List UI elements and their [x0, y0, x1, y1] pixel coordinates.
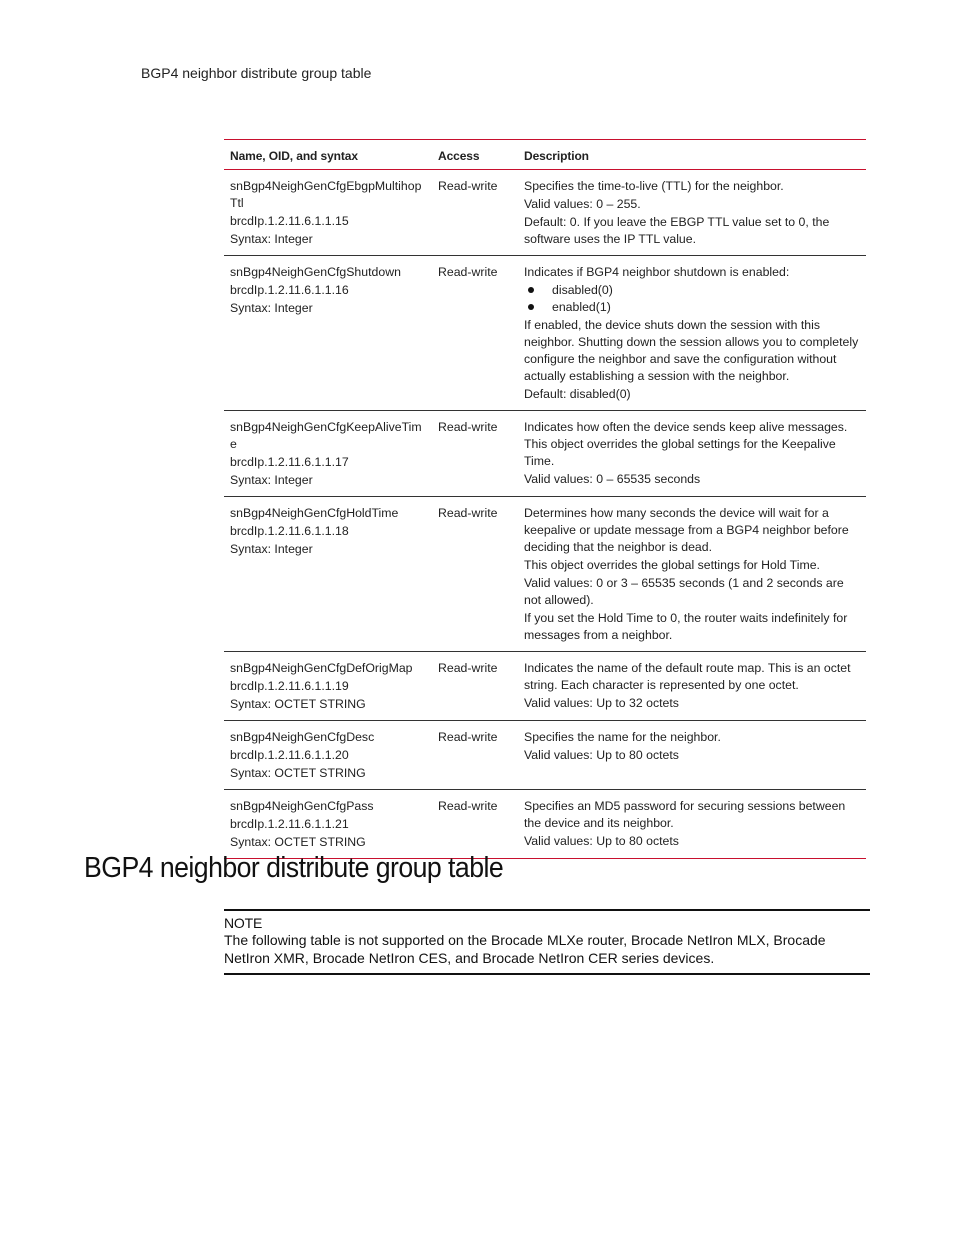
description-cell [518, 170, 866, 256]
description-text: Specifies the name for the neighbor. [524, 730, 721, 744]
description-text: Valid values: 0 – 255. [524, 197, 641, 211]
description-cell [518, 790, 866, 859]
value-list [524, 282, 860, 316]
table-row [224, 652, 866, 721]
table-row [224, 256, 866, 411]
description-cell [518, 256, 866, 411]
object-oid: brcdIp.1.2.11.6.1.1.18 [230, 524, 349, 538]
table-row [224, 497, 866, 652]
list-item: enabled(1) [524, 299, 860, 316]
object-oid: brcdIp.1.2.11.6.1.1.15 [230, 214, 349, 228]
object-oid: brcdIp.1.2.11.6.1.1.20 [230, 748, 349, 762]
description-cell [518, 411, 866, 497]
object-oid: brcdIp.1.2.11.6.1.1.17 [230, 455, 349, 469]
description-text: Indicates how often the device sends keep alive messages. This object overrides the global settings for the Keepalive Time. [524, 420, 848, 468]
table-row [224, 721, 866, 790]
description-text: Determines how many seconds the device will wait for a keepalive or update message from a BGP4 neighbor before deciding that the neighbor is dead. [524, 506, 849, 554]
object-name: snBgp4NeighGenCfgKeepAliveTime [230, 420, 422, 451]
column-header-description: Description [524, 148, 589, 163]
description-text: If you set the Hold Time to 0, the router waits indefinitely for messages from a neighbor. [524, 611, 848, 642]
table-row [224, 170, 866, 256]
access-cell: Read-write [438, 420, 498, 434]
object-cell [224, 652, 432, 721]
note-text: The following table is not supported on the Brocade MLXe router, Brocade NetIron MLX, Brocade NetIron XMR, Brocade NetIron CES, and Brocade NetIron CER series devices. [224, 932, 826, 966]
object-cell [224, 170, 432, 256]
object-oid: brcdIp.1.2.11.6.1.1.19 [230, 679, 349, 693]
access-cell: Read-write [438, 506, 498, 520]
list-item: disabled(0) [524, 282, 860, 299]
description-text: If enabled, the device shuts down the session with this neighbor. Shutting down the session allows you to completely configure the neighbor and save the configuration without actually establishing a session with the neighbor. [524, 318, 859, 383]
object-syntax: Syntax: OCTET STRING [230, 697, 366, 711]
access-cell: Read-write [438, 265, 498, 279]
access-cell: Read-write [438, 730, 498, 744]
object-name: snBgp4NeighGenCfgDesc [230, 730, 375, 744]
description-text: Default: 0. If you leave the EBGP TTL value set to 0, the software uses the IP TTL value. [524, 215, 830, 246]
object-oid: brcdIp.1.2.11.6.1.1.21 [230, 817, 349, 831]
description-text: Default: disabled(0) [524, 387, 631, 401]
description-text: Valid values: 0 or 3 – 65535 seconds (1 and 2 seconds are not allowed). [524, 576, 844, 607]
description-text: Valid values: 0 – 65535 seconds [524, 472, 701, 486]
object-cell [224, 411, 432, 497]
description-text: Valid values: Up to 32 octets [524, 696, 679, 710]
description-cell [518, 721, 866, 790]
object-name: snBgp4NeighGenCfgEbgpMultihopTtl [230, 179, 422, 210]
access-cell: Read-write [438, 661, 498, 675]
object-syntax: Syntax: OCTET STRING [230, 766, 366, 780]
object-cell [224, 790, 432, 859]
table-row [224, 790, 866, 859]
object-cell [224, 256, 432, 411]
description-cell [518, 497, 866, 652]
object-name: snBgp4NeighGenCfgHoldTime [230, 506, 399, 520]
object-name: snBgp4NeighGenCfgPass [230, 799, 374, 813]
description-text: Valid values: Up to 80 octets [524, 834, 679, 848]
object-syntax: Syntax: Integer [230, 301, 313, 315]
table-header-row [224, 140, 866, 170]
description-text: This object overrides the global settings for Hold Time. [524, 558, 820, 572]
object-oid: brcdIp.1.2.11.6.1.1.16 [230, 283, 349, 297]
column-header-name: Name, OID, and syntax [230, 148, 358, 163]
object-name: snBgp4NeighGenCfgDefOrigMap [230, 661, 413, 675]
object-cell [224, 497, 432, 652]
object-name: snBgp4NeighGenCfgShutdown [230, 265, 401, 279]
description-text: Indicates the name of the default route map. This is an octet string. Each character is represented by one octet. [524, 661, 851, 692]
object-syntax: Syntax: Integer [230, 542, 313, 556]
column-header-access: Access [438, 148, 480, 163]
note-box [224, 909, 870, 975]
section-title: BGP4 neighbor distribute group table [84, 852, 504, 884]
access-cell: Read-write [438, 799, 498, 813]
description-text: Indicates if BGP4 neighbor shutdown is enabled: [524, 265, 790, 279]
description-text: Specifies an MD5 password for securing sessions between the device and its neighbor. [524, 799, 846, 830]
description-text: Valid values: Up to 80 octets [524, 748, 679, 762]
access-cell: Read-write [438, 179, 498, 193]
description-cell [518, 652, 866, 721]
object-cell [224, 721, 432, 790]
description-text: Specifies the time-to-live (TTL) for the neighbor. [524, 179, 784, 193]
running-header: BGP4 neighbor distribute group table [141, 65, 372, 81]
note-label: NOTE [224, 915, 263, 931]
object-syntax: Syntax: Integer [230, 232, 313, 246]
table-row [224, 411, 866, 497]
mib-object-table [224, 139, 866, 859]
object-syntax: Syntax: Integer [230, 473, 313, 487]
object-syntax: Syntax: OCTET STRING [230, 835, 366, 849]
